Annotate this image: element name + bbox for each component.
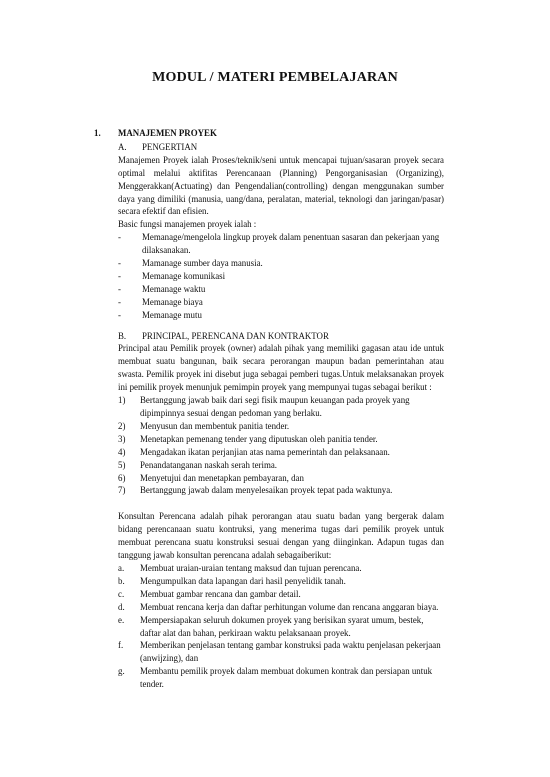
list-item-text: Memberikan penjelasan tentang gambar konstruksi pada waktu penjelasan pekerjaan (anwijzing), dan	[140, 640, 441, 664]
list-item	[118, 665, 444, 691]
paragraph-pengertian: Manajemen Proyek ialah Proses/teknik/seni untuk mencapai tujuan/sasaran proyek secara optimal melalui aktifitas Perencanaan (Planning) Pengorganisasian (Organizing), Menggerakkan(Actuating) dan Pengendalian(controlling) dengan menggunakan sumber daya yang dimiliki (manusia, uang/dana, peralatan, material, teknologi dan jaringan/pasar) secara efektif dan efisien.	[118, 154, 444, 217]
list-item	[118, 459, 444, 472]
list-item-text: Menetapkan pemenang tender yang diputuskan oleh panitia tender.	[140, 433, 378, 444]
list-number: 6)	[118, 472, 126, 483]
list-item-text: Mengumpulkan data lapangan dari hasil penyelidik tanah.	[140, 575, 346, 586]
list-marker: -	[118, 258, 121, 269]
list-item-text: Penandatanganan naskah serah terima.	[140, 459, 278, 470]
subsection-letter: A.	[118, 141, 127, 152]
list-item-text: Bertanggung jawab baik dari segi fisik maupun keuangan pada proyek yang dipimpinnya sesuai dengan pedoman yang berlaku.	[140, 395, 410, 419]
list-item	[118, 394, 444, 420]
paragraph-principal: Principal atau Pemilik proyek (owner) adalah pihak yang memiliki gagasan atau ide untuk membuat suatu bangunan, baik secara perorangan maupun badan pemerintahan atau swasta. Pemilik proyek ini disebut juga sebagai pemberi tugas.Untuk melaksanakan proyek ini pemilik proyek menunjuk pemimpin proyek yang mempunyai tugas sebagai berikut :	[118, 343, 444, 393]
list-letter: g.	[118, 666, 125, 677]
list-marker: -	[118, 309, 121, 320]
subsection-letter: B.	[118, 330, 127, 341]
list-item	[118, 562, 444, 575]
list-number: 3)	[118, 433, 126, 444]
list-item	[118, 601, 444, 614]
owner-duties-list	[118, 394, 444, 497]
list-item	[118, 309, 444, 322]
list-item-text: Mempersiapakan seluruh dokumen proyek yang berisikan syarat umum, bestek, daftar alat dan bahan, perkiraan waktu pelaksanaan proyek.	[140, 614, 424, 638]
list-item-text: Memanage komunikasi	[142, 270, 226, 281]
list-item-text: Menyusun dan membentuk panitia tender.	[140, 420, 290, 431]
list-marker: -	[118, 296, 121, 307]
basic-functions-list	[118, 231, 444, 321]
list-item	[118, 231, 444, 257]
list-item	[118, 639, 444, 665]
list-item	[118, 588, 444, 601]
list-item-text: Membantu pemilik proyek dalam membuat dokumen kontrak dan persiapan untuk tender.	[140, 666, 433, 690]
list-item	[118, 472, 444, 485]
list-number: 4)	[118, 446, 126, 457]
subsection-heading-a	[118, 141, 444, 154]
basic-functions-label: Basic fungsi manajemen proyek ialah :	[118, 219, 257, 230]
section-title: MANAJEMEN PROYEK	[118, 128, 217, 138]
list-item-text: Memanage biaya	[142, 296, 203, 307]
list-item-text: Membuat rencana kerja dan daftar perhitungan volume dan rencana anggaran biaya.	[140, 601, 439, 612]
list-letter: d.	[118, 601, 125, 612]
list-marker: -	[118, 270, 121, 281]
list-item	[118, 446, 444, 459]
list-item	[118, 296, 444, 309]
list-number: 5)	[118, 459, 126, 470]
list-item	[118, 270, 444, 283]
paragraph-konsultan: Konsultan Perencana adalah pihak perorangan atau suatu badan yang bergerak dalam bidang perencanaan suatu kontruksi, yang menerima tugas dari pemilik proyek untuk membuat perencana suatu konstruksi sesuai dengan yang diinginkan. Adapun tugas dan tanggung jawab konsultan perencana adalah sebagaiberikut:	[118, 511, 444, 561]
list-item	[118, 257, 444, 270]
subsection-title: PRINCIPAL, PERENCANA DAN KONTRAKTOR	[142, 330, 329, 341]
list-item-text: Menyetujui dan menetapkan pembayaran, dan	[140, 472, 304, 483]
list-item	[118, 575, 444, 588]
list-number: 2)	[118, 420, 126, 431]
document-title: MODUL / MATERI PEMBELAJARAN	[152, 70, 398, 85]
list-item-text: Memanage mutu	[142, 309, 202, 320]
subsection-title: PENGERTIAN	[142, 141, 198, 152]
list-item	[118, 433, 444, 446]
list-item	[118, 484, 444, 497]
subsection-heading-b	[118, 330, 444, 343]
list-item-text: Membuat uraian-uraian tentang maksud dan tujuan perencana.	[140, 562, 362, 573]
list-letter: e.	[118, 614, 125, 625]
list-item-text: Mamanage sumber daya manusia.	[142, 258, 263, 269]
list-item-text: Memanage/mengelola lingkup proyek dalam penentuan sasaran dan pekerjaan yang dilaksanakan.	[142, 232, 440, 256]
list-letter: c.	[118, 588, 125, 599]
list-item	[118, 614, 444, 640]
list-item	[118, 420, 444, 433]
list-letter: f.	[118, 640, 124, 651]
list-letter: b.	[118, 575, 125, 586]
list-item-text: Mengadakan ikatan perjanjian atas nama pemerintah dan pelaksanaan.	[140, 446, 390, 457]
document-body	[118, 128, 444, 691]
list-marker: -	[118, 283, 121, 294]
list-item-text: Membuat gambar rencana dan gambar detail.	[140, 588, 301, 599]
consultant-duties-list	[118, 562, 444, 691]
list-letter: a.	[118, 562, 125, 573]
list-item-text: Bertanggung jawab dalam menyelesaikan proyek tepat pada waktunya.	[140, 485, 393, 496]
list-item	[118, 283, 444, 296]
list-number: 1)	[118, 395, 126, 406]
list-marker: -	[118, 232, 121, 243]
section-number: 1.	[94, 128, 101, 138]
list-number: 7)	[118, 485, 126, 496]
list-item-text: Memanage waktu	[142, 283, 206, 294]
